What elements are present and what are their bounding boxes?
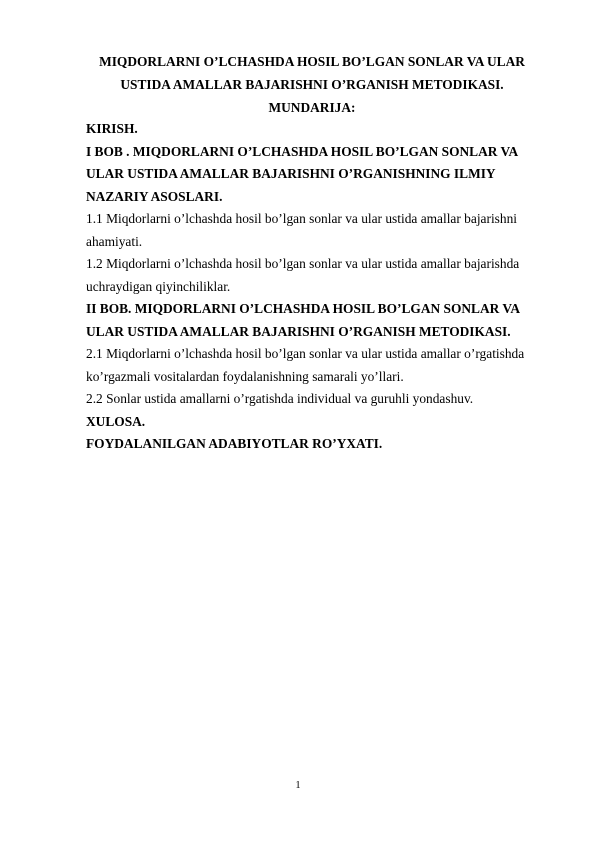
toc-line: I BOB . MIQDORLARNI O’LCHASHDA HOSIL BO’LGAN SONLAR VA [86,143,519,159]
toc-line: ko’rgazmali vositalardan foydalanishning samarali yo’llari. [86,368,404,384]
title-line: USTIDA AMALLAR BAJARISHNI O’RGANISH METODIKASI. [120,77,504,92]
document-title [80,50,544,119]
toc-line: NAZARIY ASOSLARI. [86,188,223,204]
toc-line: ULAR USTIDA AMALLAR BAJARISHNI O’RGANISH METODIKASI. [86,323,511,339]
table-of-contents [86,118,556,456]
toc-line: ULAR USTIDA AMALLAR BAJARISHNI O’RGANISHNING ILMIY [86,166,496,181]
toc-line: FOYDALANILGAN ADABIYOTLAR RO’YXATI. [86,436,383,451]
toc-line: 2.1 Miqdorlarni o’lchashda hosil bo’lgan sonlar va ular ustida amallar o’rgatishda [86,346,525,361]
toc-line: 1.1 Miqdorlarni o’lchashda hosil bo’lgan sonlar va ular ustida amallar bajarishni [86,211,517,226]
toc-line: uchraydigan qiyinchiliklar. [86,278,231,294]
page-number: 1 [295,780,301,791]
title-line: MIQDORLARNI O’LCHASHDA HOSIL BO’LGAN SONLAR VA ULAR [99,54,525,69]
toc-heading: MUNDARIJA: [268,100,356,115]
toc-line: II BOB. MIQDORLARNI O’LCHASHDA HOSIL BO’LGAN SONLAR VA [86,301,521,316]
toc-line: 1.2 Miqdorlarni o’lchashda hosil bo’lgan sonlar va ular ustida amallar bajarishda [86,256,520,271]
toc-line: KIRISH. [86,121,138,136]
toc-line: ahamiyati. [86,233,143,249]
toc-line: 2.2 Sonlar ustida amallarni o’rgatishda individual va guruhli yondashuv. [86,391,474,406]
toc-line: XULOSA. [86,413,146,429]
